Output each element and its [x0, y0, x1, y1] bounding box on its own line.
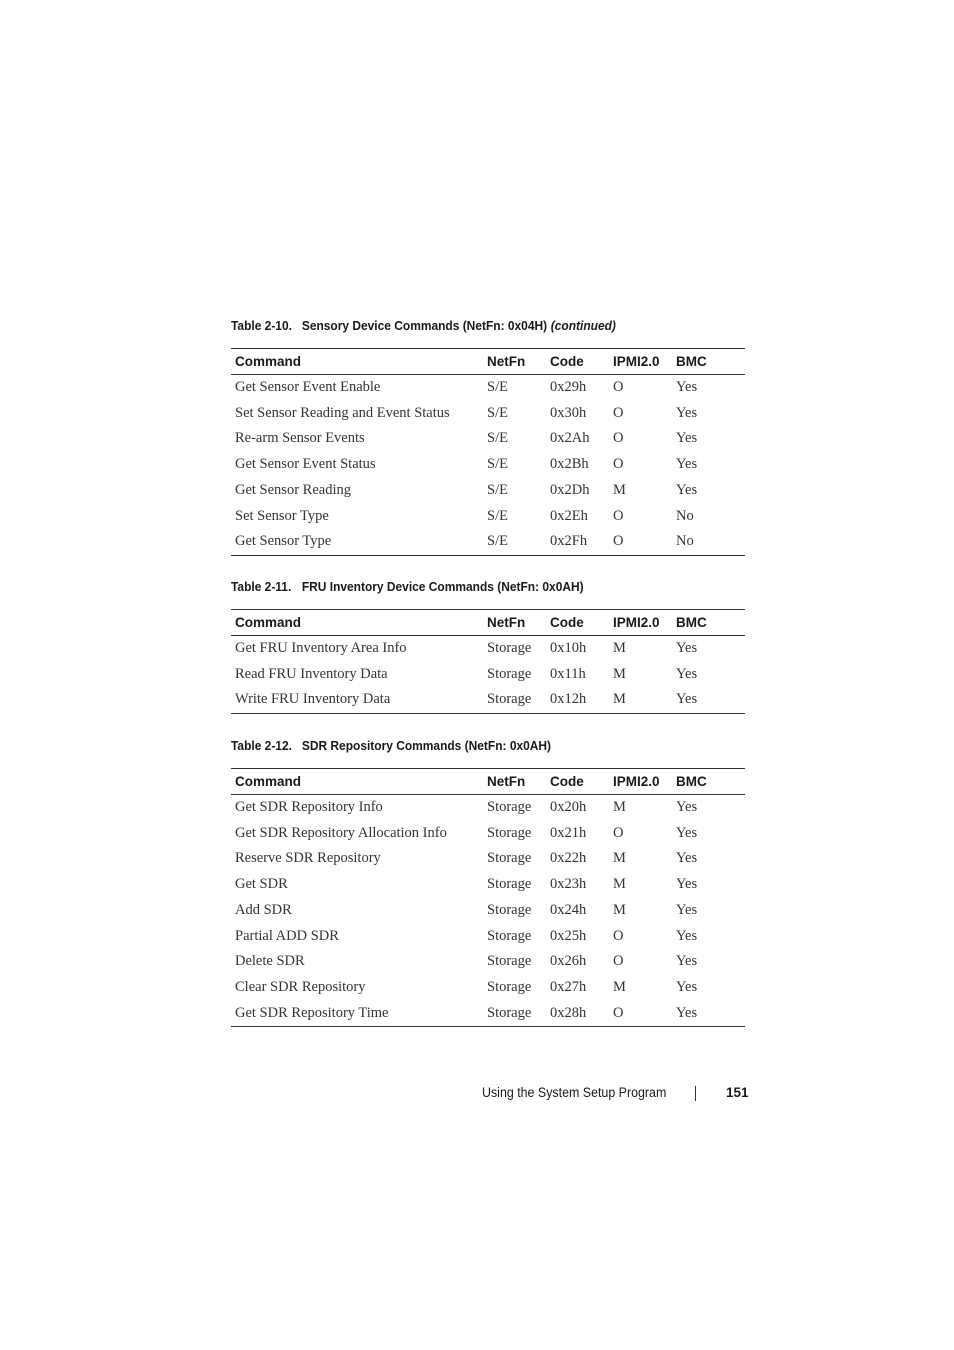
- cell-command: Write FRU Inventory Data: [231, 687, 483, 713]
- table-row: [231, 426, 745, 452]
- table-10-continued: (continued): [550, 318, 616, 333]
- cell-ipmi: O: [613, 927, 624, 944]
- cell-netfn: Storage: [487, 978, 532, 995]
- table-11-caption: [231, 579, 584, 594]
- cell-netfn: S/E: [487, 481, 508, 498]
- cell-bmc: Yes: [676, 640, 698, 656]
- cell-code: 0x23h: [550, 876, 587, 893]
- table-row: [231, 375, 745, 401]
- cell-bmc: Yes: [676, 404, 698, 421]
- cell-command: Add SDR: [235, 901, 292, 918]
- cell-command: Get FRU Inventory Area Info: [235, 640, 407, 656]
- cell-code: 0x2Ah: [550, 430, 590, 447]
- cell-ipmi: O: [613, 430, 624, 447]
- table-row: [231, 1001, 745, 1027]
- column-header-netfn: NetFn: [483, 610, 546, 636]
- cell-code: 0x29h: [550, 379, 587, 395]
- table-11: [231, 609, 745, 714]
- cell-bmc: Yes: [676, 824, 698, 841]
- column-header-code: Code: [546, 769, 609, 795]
- cell-bmc: Yes: [676, 379, 698, 395]
- table-row: [231, 401, 745, 427]
- column-header-ipmi: IPMI2.0: [609, 769, 672, 795]
- table-header-row: [231, 610, 745, 636]
- table-10-caption: [231, 318, 616, 333]
- cell-ipmi: M: [613, 799, 626, 815]
- cell-netfn: S/E: [487, 404, 508, 421]
- table-row: [231, 795, 745, 821]
- cell-command: Get SDR Repository Time: [231, 1001, 483, 1027]
- cell-code: 0x2Fh: [546, 529, 609, 555]
- table-row: [231, 898, 745, 924]
- table-11-title: FRU Inventory Device Commands (NetFn: 0x0AH): [301, 579, 584, 594]
- table-row: [231, 452, 745, 478]
- cell-netfn: S/E: [487, 456, 508, 473]
- table-row: [231, 636, 745, 662]
- cell-code: 0x27h: [550, 978, 587, 995]
- cell-bmc: Yes: [676, 481, 698, 498]
- column-header-command: Command: [231, 349, 483, 375]
- column-header-bmc: BMC: [672, 610, 745, 636]
- column-header-ipmi: IPMI2.0: [609, 610, 672, 636]
- table-10-number: Table 2-10.: [231, 318, 292, 333]
- table-row: [231, 687, 745, 713]
- table-12-number: Table 2-12.: [231, 738, 292, 753]
- cell-bmc: Yes: [672, 1001, 745, 1027]
- cell-command: Clear SDR Repository: [235, 978, 366, 995]
- cell-bmc: Yes: [676, 978, 698, 995]
- cell-code: 0x21h: [550, 824, 587, 841]
- column-header-command: Command: [231, 610, 483, 636]
- cell-code: 0x12h: [546, 687, 609, 713]
- cell-ipmi: M: [613, 901, 626, 918]
- cell-ipmi: O: [613, 953, 624, 970]
- cell-bmc: Yes: [672, 687, 745, 713]
- cell-netfn: Storage: [487, 824, 532, 841]
- table-11-body: [231, 636, 745, 714]
- table-11-number: Table 2-11.: [231, 579, 292, 594]
- table-12: [231, 768, 745, 1027]
- cell-code: 0x2Dh: [550, 481, 590, 498]
- column-header-command: Command: [231, 769, 483, 795]
- cell-command: Set Sensor Reading and Event Status: [235, 404, 450, 421]
- cell-command: Get Sensor Type: [231, 529, 483, 555]
- table-row: [231, 529, 745, 555]
- cell-ipmi: M: [609, 687, 672, 713]
- cell-code: 0x24h: [550, 901, 587, 918]
- cell-netfn: Storage: [487, 850, 532, 867]
- table-row: [231, 872, 745, 898]
- cell-netfn: S/E: [487, 379, 508, 395]
- cell-command: Read FRU Inventory Data: [235, 665, 388, 682]
- table-header-row: [231, 349, 745, 375]
- cell-command: Get SDR Repository Allocation Info: [235, 824, 447, 841]
- footer-separator: [695, 1086, 696, 1101]
- cell-command: Reserve SDR Repository: [235, 850, 381, 867]
- column-header-netfn: NetFn: [483, 769, 546, 795]
- table-row: [231, 478, 745, 504]
- cell-bmc: Yes: [676, 430, 698, 447]
- cell-command: Partial ADD SDR: [235, 927, 339, 944]
- table-row: [231, 846, 745, 872]
- table-header-row: [231, 769, 745, 795]
- table-12-caption: [231, 738, 551, 753]
- table-10-body: [231, 375, 745, 556]
- cell-command: Delete SDR: [235, 953, 305, 970]
- cell-ipmi: O: [613, 404, 624, 421]
- column-header-ipmi: IPMI2.0: [609, 349, 672, 375]
- table-row: [231, 504, 745, 530]
- cell-bmc: Yes: [676, 927, 698, 944]
- table-10: [231, 348, 745, 556]
- table-row: [231, 821, 745, 847]
- cell-ipmi: M: [613, 640, 626, 656]
- cell-ipmi: O: [609, 1001, 672, 1027]
- cell-netfn: Storage: [487, 640, 532, 656]
- cell-bmc: Yes: [676, 953, 698, 970]
- page-number: 151: [726, 1085, 749, 1100]
- table-row: [231, 975, 745, 1001]
- cell-code: 0x10h: [550, 640, 587, 656]
- table-row: [231, 949, 745, 975]
- cell-command: Get SDR: [235, 876, 288, 893]
- column-header-bmc: BMC: [672, 349, 745, 375]
- cell-ipmi: M: [613, 876, 626, 893]
- footer-chapter-title: Using the System Setup Program: [482, 1085, 667, 1100]
- cell-ipmi: O: [609, 529, 672, 555]
- cell-code: 0x2Bh: [550, 456, 589, 473]
- cell-bmc: Yes: [676, 850, 698, 867]
- cell-netfn: Storage: [483, 687, 546, 713]
- cell-code: 0x25h: [550, 927, 587, 944]
- cell-netfn: S/E: [483, 529, 546, 555]
- cell-netfn: Storage: [487, 953, 532, 970]
- cell-ipmi: O: [613, 824, 624, 841]
- cell-netfn: Storage: [487, 665, 532, 682]
- cell-code: 0x20h: [550, 799, 587, 815]
- cell-command: Get Sensor Event Status: [235, 456, 376, 473]
- cell-bmc: Yes: [676, 876, 698, 893]
- cell-netfn: Storage: [487, 927, 532, 944]
- cell-code: 0x28h: [546, 1001, 609, 1027]
- table-row: [231, 924, 745, 950]
- cell-command: Re-arm Sensor Events: [235, 430, 365, 447]
- cell-code: 0x22h: [550, 850, 587, 867]
- column-header-netfn: NetFn: [483, 349, 546, 375]
- cell-code: 0x11h: [550, 665, 586, 682]
- cell-ipmi: M: [613, 978, 626, 995]
- cell-netfn: Storage: [487, 799, 532, 815]
- cell-ipmi: M: [613, 481, 626, 498]
- cell-ipmi: O: [613, 379, 624, 395]
- cell-bmc: Yes: [676, 799, 698, 815]
- cell-netfn: Storage: [483, 1001, 546, 1027]
- column-header-code: Code: [546, 610, 609, 636]
- cell-netfn: Storage: [487, 876, 532, 893]
- cell-ipmi: O: [613, 456, 624, 473]
- cell-bmc: No: [676, 507, 694, 524]
- table-12-body: [231, 795, 745, 1027]
- table-row: [231, 662, 745, 688]
- cell-command: Get Sensor Event Enable: [235, 379, 381, 395]
- cell-ipmi: M: [613, 850, 626, 867]
- cell-netfn: S/E: [487, 430, 508, 447]
- column-header-bmc: BMC: [672, 769, 745, 795]
- cell-netfn: Storage: [487, 901, 532, 918]
- cell-code: 0x2Eh: [550, 507, 588, 524]
- cell-bmc: No: [672, 529, 745, 555]
- table-10-title: Sensory Device Commands (NetFn: 0x04H): [301, 318, 548, 333]
- cell-command: Get SDR Repository Info: [235, 799, 383, 815]
- cell-ipmi: O: [613, 507, 624, 524]
- cell-code: 0x26h: [550, 953, 587, 970]
- table-12-title: SDR Repository Commands (NetFn: 0x0AH): [301, 738, 552, 753]
- cell-ipmi: M: [613, 665, 626, 682]
- cell-bmc: Yes: [676, 456, 698, 473]
- page-footer: [482, 1083, 749, 1103]
- cell-netfn: S/E: [487, 507, 508, 524]
- cell-bmc: Yes: [676, 665, 698, 682]
- cell-command: Get Sensor Reading: [235, 481, 351, 498]
- cell-bmc: Yes: [676, 901, 698, 918]
- cell-code: 0x30h: [550, 404, 587, 421]
- column-header-code: Code: [546, 349, 609, 375]
- cell-command: Set Sensor Type: [235, 507, 329, 524]
